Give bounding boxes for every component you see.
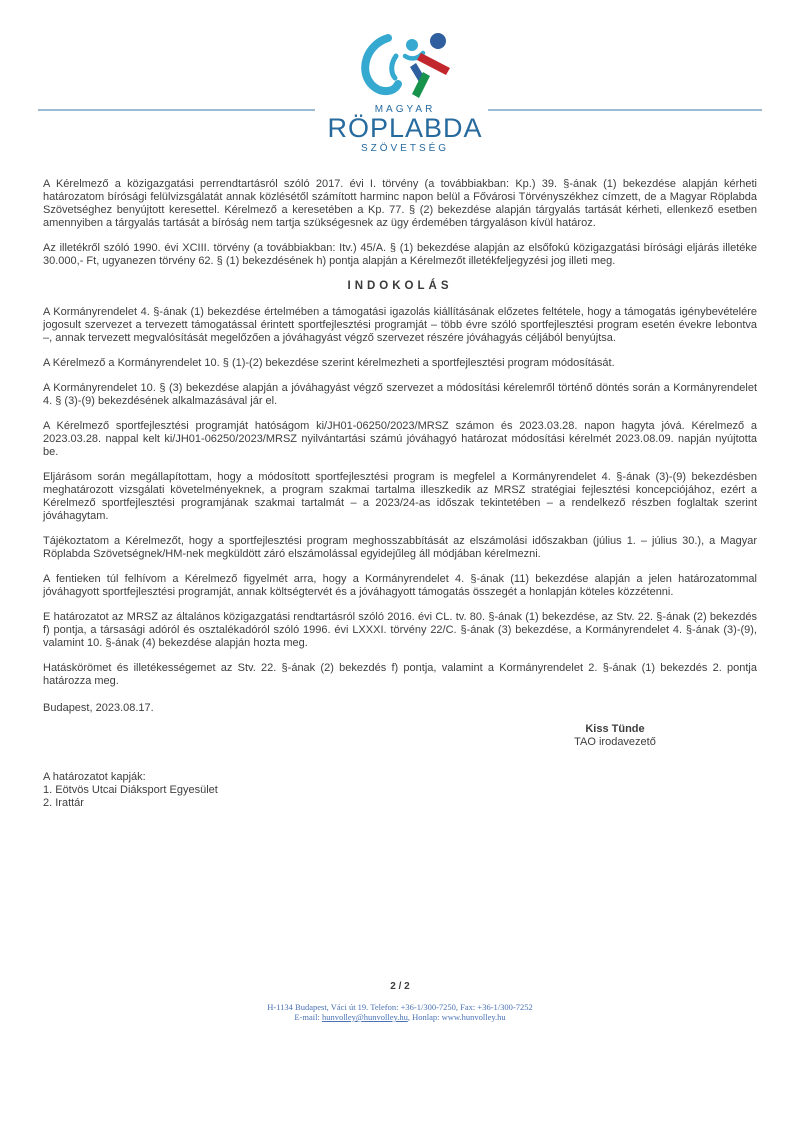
- paragraph-duty-fee: Az illetékről szóló 1990. évi XCIII. törvény (a továbbiakban: Itv.) 45/A. § (1) bekezdése alapján az elsőfokú közigazgatási bírósági eljárás illetéke 30.000,- Ft, ugyanezen törvény 62. § (1) bekezdésének h) pontja alapján a Kérelmezőt illetékfeljegyzési jog illeti meg.: [43, 242, 757, 267]
- recipients-label: A határozatot kapják:: [43, 771, 146, 783]
- footer-middle-text: , Honlap:: [407, 1012, 442, 1022]
- volleyball-player-icon: [350, 32, 466, 106]
- paragraph-procedure-findings: Eljárásom során megállapítottam, hogy a módosított sportfejlesztési program is megfelel a Kormányrendelet 4. §-ának (3)-(9) bekezdésben meghatározott vizsgálati követelményeknek, a program szakmai tartalma illeszkedik az MRSZ stratégiai fejlesztési koncepciójához, ezért a Kérelmező sportfejlesztési programjának szakmai tartalmát – a 2023/24-as időszak tekintetében – a rendelkező részben foglaltak szerint jóváhagytam.: [43, 471, 757, 522]
- logo-text-roplabda: RÖPLABDA: [327, 113, 483, 143]
- logo-text-szovetseg: SZÖVETSÉG: [360, 143, 450, 154]
- logo-text-magyar: MAGYAR: [374, 104, 436, 115]
- paragraph-appeal-rights: A Kérelmező a közigazgatási perrendtartásról szóló 2017. évi I. törvény (a továbbiakban: Kp.) 39. §-ának (1) bekezdése alapján kérheti határozatom bírósági felülvizsgálatát annak közlésétől számított harminc napon belül a Fővárosi Törvényszékhez címzett, de a Magyar Röplabda Szövetséghez benyújtott keresettel. Kérelmező a keresetében a Kp. 77. § (2) bekezdése alapján tárgyalás tartását kérheti, ellenkező esetben amennyiben a tárgyalás tartását a bíróság nem tartja szükségesnek az ügy érdemében tárgyaláson kívül határoz.: [43, 178, 757, 229]
- page-footer: [0, 1002, 800, 1022]
- footer-email-link[interactable]: hunvolley@hunvolley.hu: [321, 1012, 408, 1022]
- signature-name: Kiss Tünde: [585, 723, 645, 735]
- header-rule-left: [38, 109, 315, 111]
- letter-body: [43, 178, 757, 810]
- paragraph-regulation-10-3: A Kormányrendelet 10. § (3) bekezdése alapján a jóváhagyást végző szervezet a módosítási kérelemről történő döntés során a Kormányrendelet 4. § (3)-(9) bekezdésének alkalmazásával jár el.: [43, 382, 757, 407]
- footer-website: www.hunvolley.hu: [441, 1012, 506, 1022]
- paragraph-publication-obligation: A fentieken túl felhívom a Kérelmező figyelmét arra, hogy a Kormányrendelet 4. §-ának (11) bekezdése alapján a jelen határozatommal jóváhagyott sportfejlesztési programját, annak költségtervét és a jóváhagyott támogatás összegét a honlapján köteles közzétenni.: [43, 573, 757, 598]
- date-line: Budapest, 2023.08.17.: [43, 702, 154, 714]
- paragraph-competence: Hatáskörömet és illetékességemet az Stv. 22. §-ának (2) bekezdés f) pontja, valamint a Kormányrendelet 2. §-ának (1) bekezdés 2. pontja határozza meg.: [43, 662, 757, 687]
- recipients-block: [43, 771, 757, 810]
- paragraph-program-approval: A Kérelmező sportfejlesztési programját hatóságom ki/JH01-06250/2023/MRSZ számon és 2023.03.28. napon hagyta jóvá. Kérelmező a 2023.03.28. nappal kelt ki/JH01-06250/2023/MRSZ nyilvántartási számú jóváhagyó határozat módosítási kérelmét 2023.08.09. napján nyújtotta be.: [43, 420, 757, 458]
- page-number: 2 / 2: [390, 981, 410, 992]
- signature-block: [505, 723, 725, 749]
- footer-contact-line: [0, 1012, 800, 1022]
- paragraph-regulation-10-12: A Kérelmező a Kormányrendelet 10. § (1)-(2) bekezdése szerint kérelmezheti a sportfejlesztési program módosítását.: [43, 357, 615, 369]
- signature-title: TAO irodavezető: [574, 736, 656, 748]
- paragraph-legal-basis: E határozatot az MRSZ az általános közigazgatási rendtartásról szóló 2016. évi CL. tv. 80. §-ának (1) bekezdése, az Stv. 22. §-ának (2) bekezdés f) pontja, a társasági adóról és osztalékadóról szóló 1996. évi LXXXI. törvény 22/C. §-ának (3) bekezdése, a Kormányrendelet 4. §-ának (3)-(9), valamint 10. §-ának (4) bekezdése alapján hozta meg.: [43, 611, 757, 649]
- paragraph-extension-info: Tájékoztatom a Kérelmezőt, hogy a sportfejlesztési program meghosszabbítását az elszámolási időszakban (július 1. – július 30.), a Magyar Röplabda Szövetségnek/HM-nek megküldött záró elszámolással egyidejűleg áll módjában kérelmezni.: [43, 535, 757, 560]
- recipient-item: 2. Irattár: [43, 797, 84, 809]
- footer-address-line: H-1134 Budapest, Váci út 19. Telefon: +36-1/300-7250, Fax: +36-1/300-7252: [267, 1002, 533, 1012]
- recipient-item: 1. Eötvös Utcai Diáksport Egyesület: [43, 784, 218, 796]
- footer-email-prefix: E-mail:: [294, 1012, 322, 1022]
- section-heading-indokolas: INDOKOLÁS: [347, 280, 453, 292]
- paragraph-regulation-4: A Kormányrendelet 4. §-ának (1) bekezdése értelmében a támogatási igazolás kiállításának előzetes feltétele, hogy a támogatás igénybevételére jogosult szervezet a tervezett támogatással érintett sportfejlesztési programját – több évre szóló sportfejlesztési program esetén évekre lebontva –, annak tervezett megvalósítását megelőzően a jóváhagyást végző szervezet részére jóváhagyás céljából benyújtsa.: [43, 306, 757, 344]
